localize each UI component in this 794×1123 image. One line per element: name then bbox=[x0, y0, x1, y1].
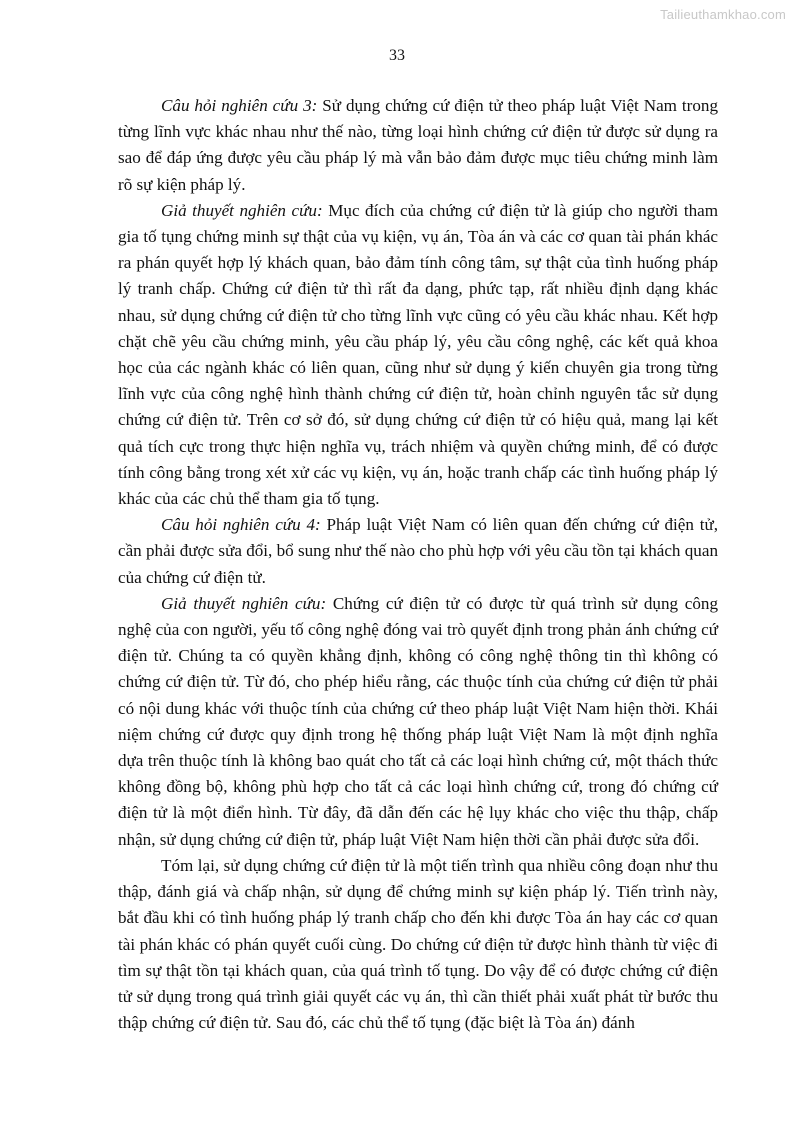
paragraph-hypothesis-4 bbox=[118, 591, 718, 853]
paragraph-lead: Câu hỏi nghiên cứu 4: bbox=[161, 515, 321, 535]
paragraph-lead: Giả thuyết nghiên cứu: bbox=[161, 200, 323, 220]
body-text bbox=[118, 93, 718, 1036]
paragraph-research-question-3 bbox=[118, 93, 718, 198]
paragraph-lead: Giả thuyết nghiên cứu: bbox=[161, 593, 327, 613]
paragraph-text: Tóm lại, sử dụng chứng cứ điện tử là một tiến trình qua nhiều công đoạn như thu thập, đánh giá và chấp nhận, sử dụng để chứng minh sự kiện pháp lý. Tiến trình này, bắt đầu khi có tình huống pháp lý tranh chấp cho đến khi được Tòa án hay các cơ quan tài phán khác có phán quyết cuối cùng. Do chứng cứ điện tử được hình thành từ việc đi tìm sự thật tồn tại khách quan, của quá trình tố tụng. Do vậy để có được chứng cứ điện tử sử dụng trong quá trình giải quyết các vụ án, thì cần thiết phải xuất phát từ bước thu thập chứng cứ điện tử. Sau đó, các chủ thể tố tụng (đặc biệt là Tòa án) đánh bbox=[118, 855, 718, 1033]
paragraph-text: Pháp luật Việt Nam có liên quan đến chứng cứ điện tử, cần phải được sửa đổi, bổ sung như thế nào cho phù hợp với yêu cầu tồn tại khách quan của chứng cứ điện tử. bbox=[118, 515, 718, 587]
paragraph-lead: Câu hỏi nghiên cứu 3: bbox=[161, 96, 318, 115]
watermark: Tailieuthamkhao.com bbox=[660, 7, 786, 22]
paragraph-research-question-4 bbox=[118, 512, 718, 591]
paragraph-text: Mục đích của chứng cứ điện tử là giúp cho người tham gia tố tụng chứng minh sự thật của vụ kiện, vụ án, Tòa án và các cơ quan tài phán khác ra phán quyết hợp lý khách quan, bảo đảm tính công tâm, sự thật của tình huống pháp lý tranh chấp. Chứng cứ điện tử thì rất đa dạng, phức tạp, rất nhiều định dạng khác nhau, sử dụng chứng cứ điện tử cho từng lĩnh vực cũng có yêu cầu khác nhau. Kết hợp chặt chẽ yêu cầu chứng minh, yêu cầu pháp lý, yêu cầu công nghệ, các kết quả khoa học của các ngành khác có liên quan, cũng như sử dụng ý kiến chuyên gia trong từng lĩnh vực của công nghệ hình thành chứng cứ điện tử, hoàn chỉnh nguyên tắc sử dụng chứng cứ điện tử. Trên cơ sở đó, sử dụng chứng cứ điện tử có hiệu quả, mang lại kết quả tích cực trong thực hiện nghĩa vụ, trách nhiệm và quyền chứng minh, để có được tính công bằng trong xét xử các vụ kiện, vụ án, hoặc tranh chấp các tình huống pháp lý khác của các chủ thể tham gia tố tụng. bbox=[118, 200, 718, 509]
paragraph-text: Sử dụng chứng cứ điện tử theo pháp luật Việt Nam trong từng lĩnh vực khác nhau như thế nào, từng loại hình chứng cứ điện tử được sử dụng ra sao để đáp ứng được yêu cầu pháp lý mà vẫn bảo đảm được mục tiêu chứng minh làm rõ sự kiện pháp lý. bbox=[118, 96, 718, 194]
paragraph-summary bbox=[118, 853, 718, 1036]
paragraph-hypothesis-3 bbox=[118, 198, 718, 512]
paragraph-text: Chứng cứ điện tử có được từ quá trình sử dụng công nghệ của con người, yếu tố công nghệ đóng vai trò quyết định trong phản ánh chứng cứ điện tử. Chúng ta có quyền khẳng định, không có công nghệ thông tin thì không có chứng cứ điện tử. Từ đó, cho phép hiểu rằng, các thuộc tính của chứng cứ điện tử phải có nội dung khác với thuộc tính của chứng cứ theo pháp luật Việt Nam hiện thời. Khái niệm chứng cứ được quy định trong hệ thống pháp luật Việt Nam là một định nghĩa dựa trên thuộc tính là không bao quát cho tất cả các loại hình chứng cứ, một thách thức không đồng bộ, không phù hợp cho tất cả các loại hình chứng cứ, trong đó chứng cứ điện tử là một điển hình. Từ đây, đã dẫn đến các hệ lụy khác cho việc thu thập, chấp nhận, sử dụng chứng cứ điện tử, pháp luật Việt Nam hiện thời cần phải được sửa đổi. bbox=[118, 593, 718, 849]
page-number: 33 bbox=[389, 47, 405, 64]
